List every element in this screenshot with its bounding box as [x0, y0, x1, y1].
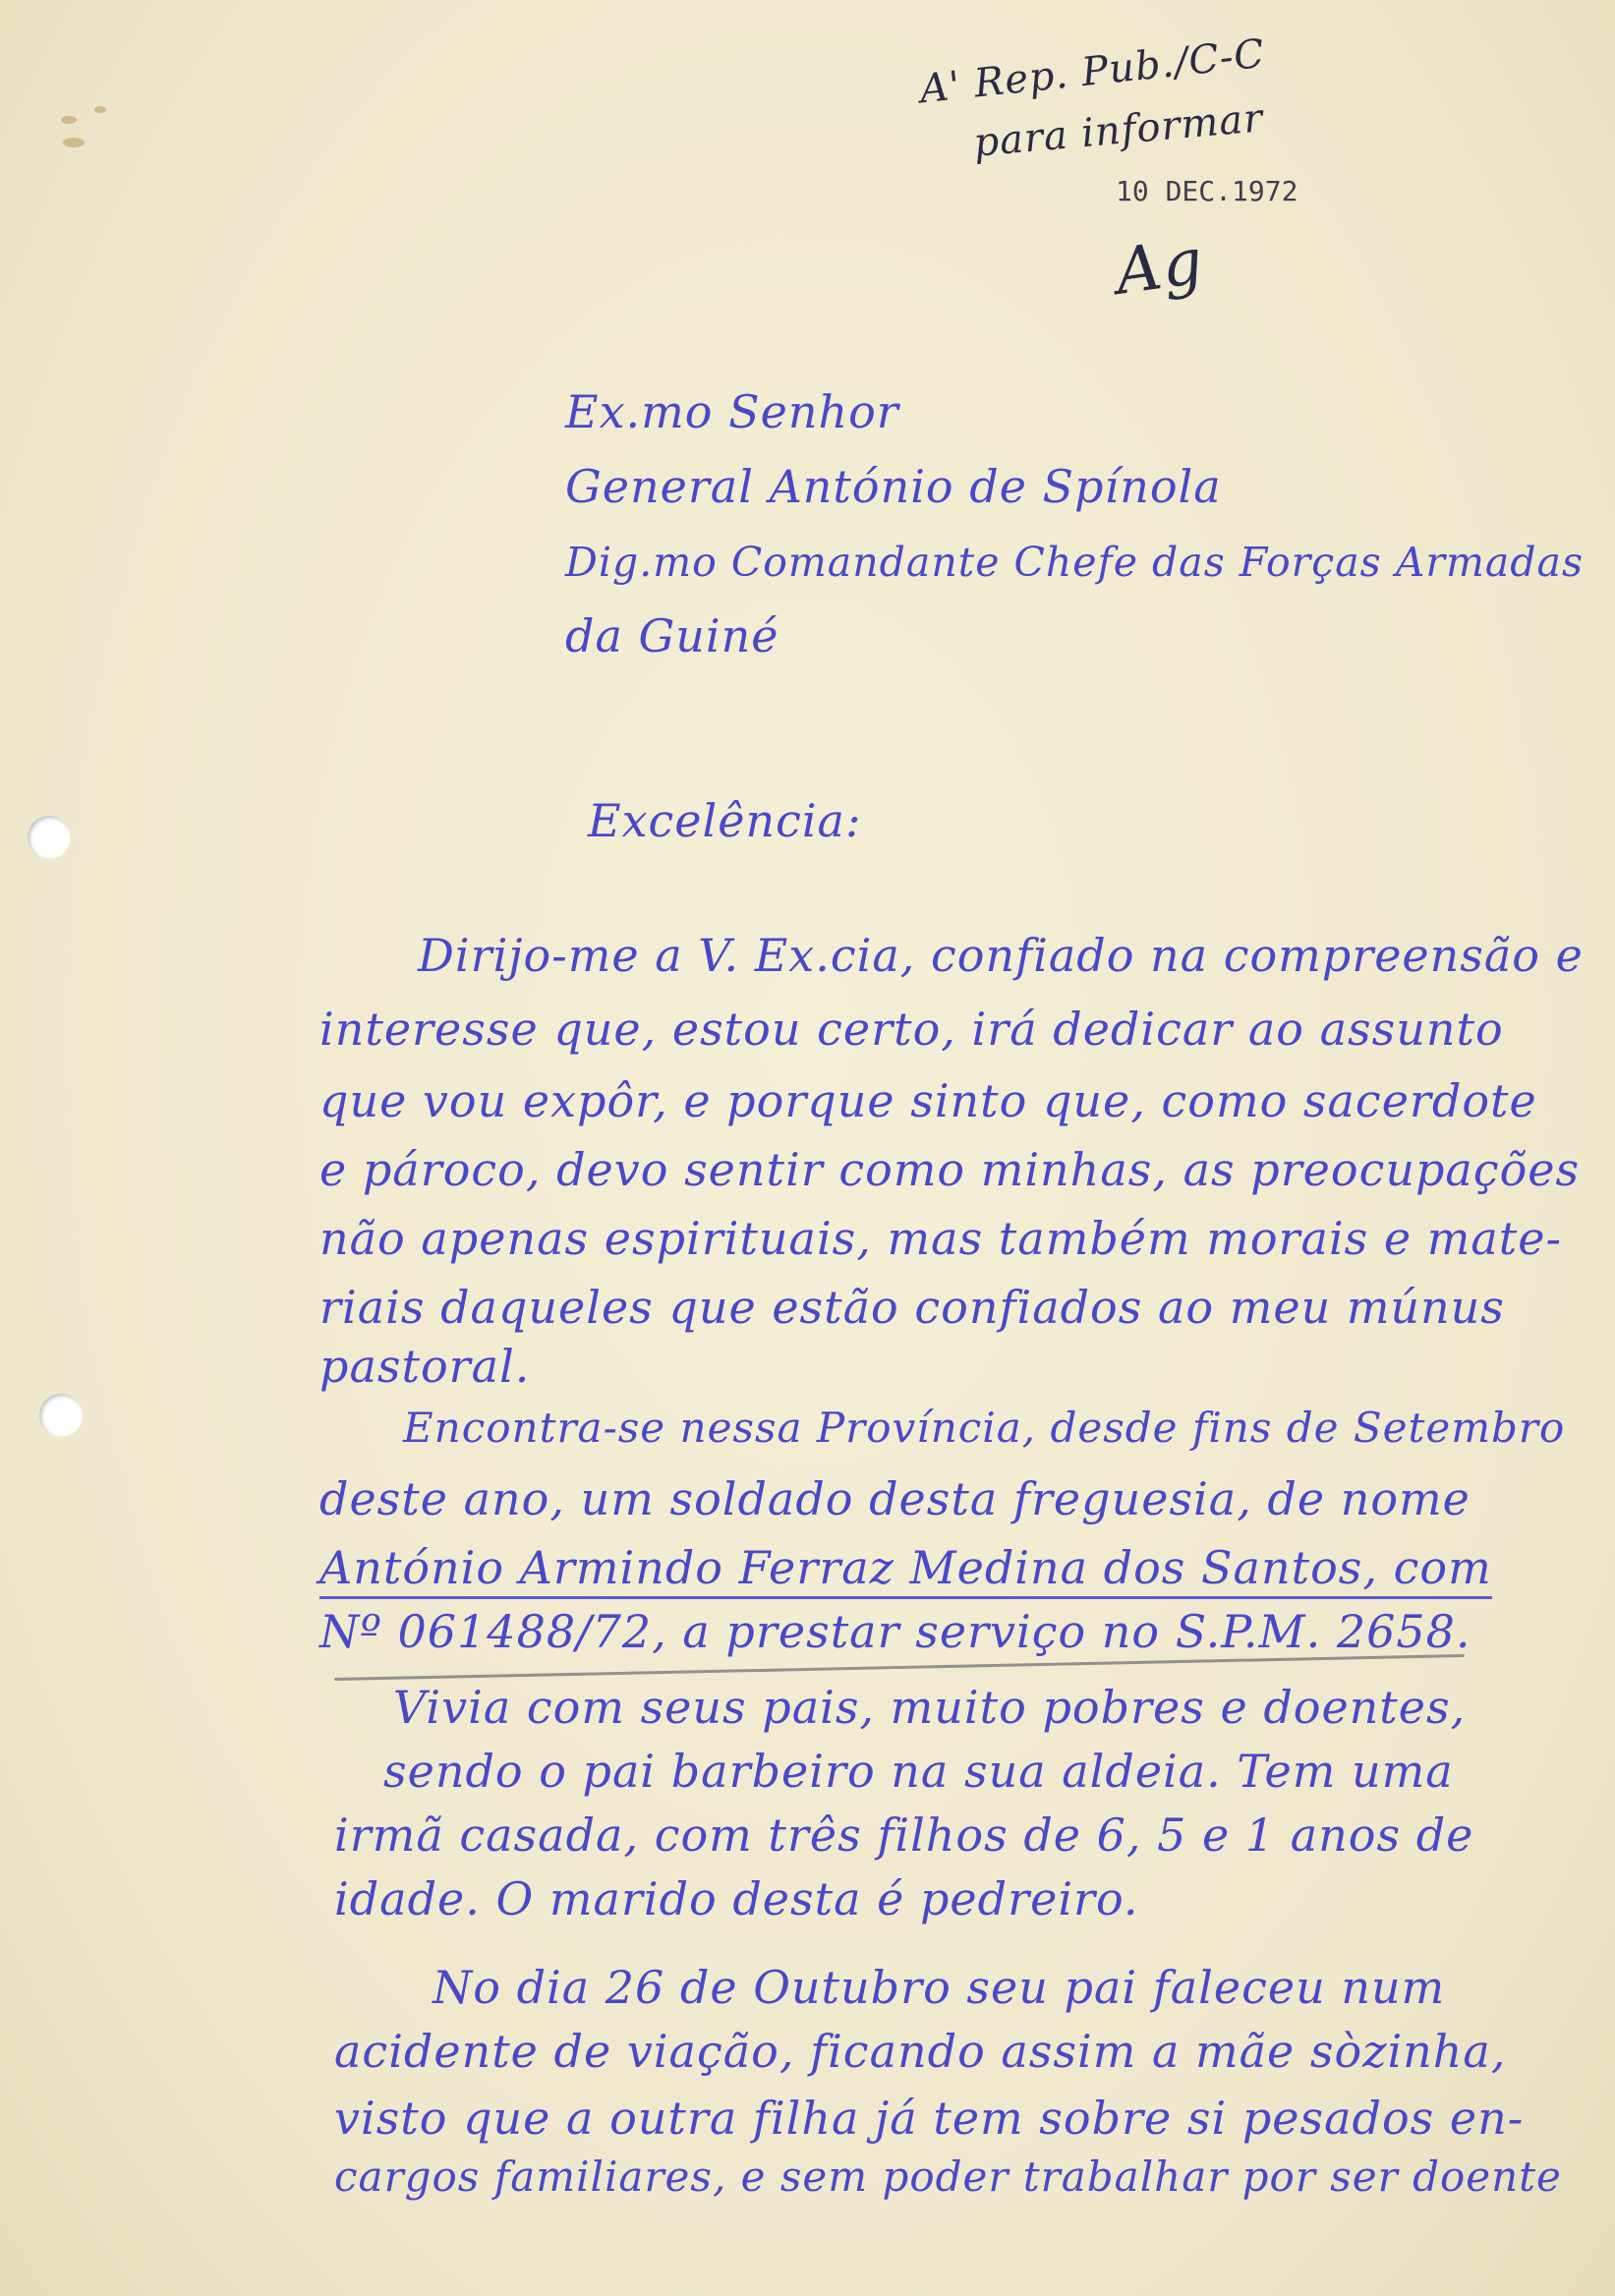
- body-line: sendo o pai barbeiro na sua aldeia. Tem uma: [383, 1745, 1454, 1798]
- body-line: visto que a outra filha já tem sobre si pesados en-: [334, 2092, 1525, 2145]
- punch-hole: [28, 816, 71, 859]
- body-line: cargos familiares, e sem poder trabalhar por ser doente: [334, 2152, 1562, 2201]
- date-stamp: 10 DEC.1972: [1116, 175, 1298, 207]
- body-line: Nº 061488/72, a prestar serviço no S.P.M. 2658.: [319, 1605, 1471, 1658]
- soldier-name-line: António Armindo Ferraz Medina dos Santos, com: [319, 1541, 1492, 1599]
- body-line: Encontra-se nessa Província, desde fins de Setembro: [403, 1404, 1566, 1452]
- body-line: pastoral.: [319, 1340, 531, 1393]
- body-line: No dia 26 de Outubro seu pai faleceu num: [433, 1961, 1446, 2014]
- stain-mark: [94, 106, 106, 113]
- body-line: acidente de viação, ficando assim a mãe sòzinha,: [334, 2025, 1507, 2078]
- body-line: irmã casada, com três filhos de 6, 5 e 1 anos de: [334, 1808, 1474, 1862]
- body-line: interesse que, estou certo, irá dedicar ao assunto: [319, 1003, 1504, 1056]
- address-title-line-1: Dig.mo Comandante Chefe das Forças Armadas: [565, 539, 1585, 586]
- annotation-line-2: para informar: [971, 95, 1266, 166]
- stain-mark: [63, 138, 85, 147]
- initials-signature: Ag: [1111, 225, 1208, 310]
- address-name: General António de Spínola: [565, 460, 1222, 513]
- body-line: e pároco, devo sentir como minhas, as preocupações: [319, 1143, 1581, 1196]
- greeting: Excelência:: [588, 794, 862, 847]
- body-line: riais daqueles que estão confiados ao meu múnus: [319, 1281, 1505, 1334]
- body-line: não apenas espirituais, mas também morais e mate-: [319, 1212, 1563, 1265]
- annotation-line-1: A' Rep. Pub./C-C: [917, 30, 1268, 113]
- body-line: idade. O marido desta é pedreiro.: [334, 1872, 1139, 1925]
- punch-hole: [39, 1394, 83, 1437]
- pencil-underline: [334, 1654, 1465, 1681]
- body-line: que vou expôr, e porque sinto que, como sacerdote: [319, 1074, 1537, 1127]
- body-line: Vivia com seus pais, muito pobres e doentes,: [393, 1681, 1467, 1734]
- body-line: deste ano, um soldado desta freguesia, de nome: [319, 1472, 1471, 1525]
- address-title-line-2: da Guiné: [565, 609, 779, 662]
- address-salutation: Ex.mo Senhor: [565, 385, 899, 438]
- stain-mark: [61, 116, 77, 124]
- body-line: Dirijo-me a V. Ex.cia, confiado na compreensão e: [418, 929, 1584, 982]
